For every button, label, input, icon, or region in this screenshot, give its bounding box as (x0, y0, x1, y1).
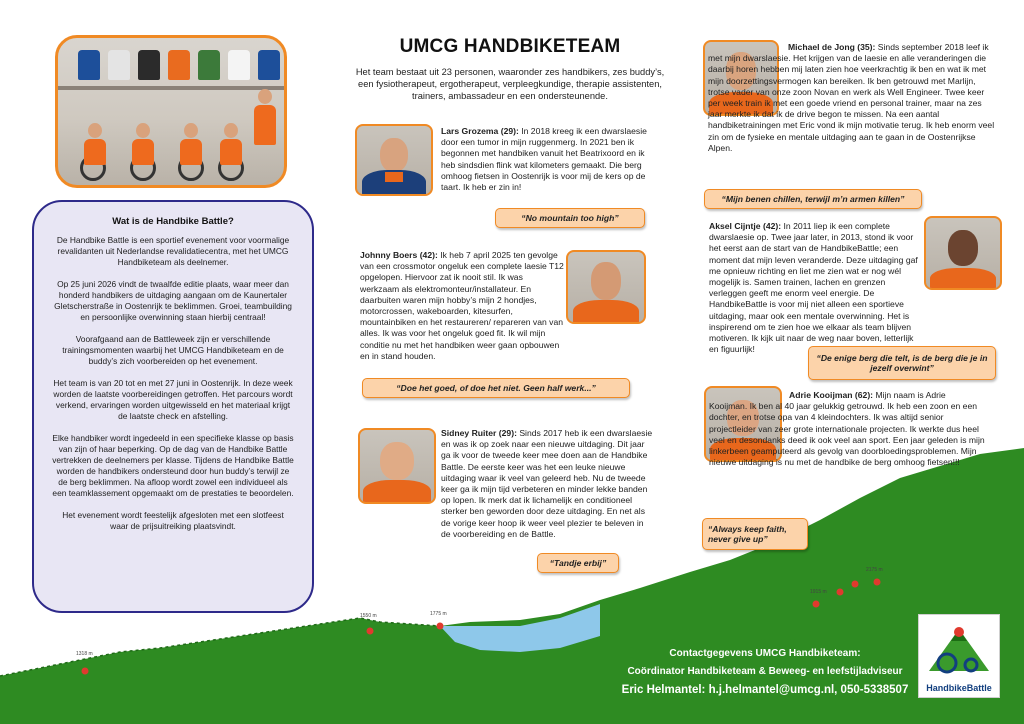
contact-title: Contactgegevens UMCG Handbiketeam: (669, 648, 861, 659)
member-name-johnny: Johnny Boers (42): (360, 250, 438, 260)
team-group-photo (55, 35, 287, 188)
info-box-heading: Wat is de Handbike Battle? (112, 216, 234, 227)
bio-lars (441, 126, 649, 193)
quote-aksel: “De enige berg die telt, is de berg die je in jezelf overwint” (808, 346, 996, 380)
marker-1775 (437, 623, 444, 630)
portrait-lars (355, 124, 433, 196)
bio-michael (708, 42, 998, 154)
bio-johnny (360, 250, 564, 362)
marker-1318 (82, 668, 89, 675)
member-name-aksel: Aksel Cijntje (42): (709, 221, 782, 231)
member-text-lars: In 2018 kreeg ik een dwarslaesie door een tumor in mijn ruggenmerg. In 2021 ben ik begonnen met handbiken vanuit het Beatrixoord en ik heb sindsdien flink wat kilometers gemaakt. Die berg omhoog fietsen in Oostenrijk is voor mij de kers op de taart. Ik heb er zin in! (441, 126, 647, 193)
elevation-1915: 1915 m (810, 589, 827, 595)
bio-sidney (441, 428, 653, 540)
member-name-lars: Lars Grozema (29): (441, 126, 519, 136)
info-paragraph: Elke handbiker wordt ingedeeld in een specifieke klasse op basis van zijn of haar beperking. Op de dag van de Handbike Battle vertrekken de deelnemers per klasse. Tijdens de Handbike Battle worden de handbikers ondersteund door hun buddy’s terwijl ze de berg beklimmen. Na afloop wordt zowel een individueel als een teamklassement opgemaakt om de prestaties te beoordelen. (52, 433, 294, 498)
logo-text: HandbikeBattle (926, 683, 992, 693)
marker-1915 (813, 601, 820, 608)
member-name-adrie: Adrie Kooijman (62): (789, 390, 874, 400)
member-text-adrie: Mijn naam is Adrie Kooijman. Ik ben al 40 jaar gelukkig getrouwd. Ik heb een zoon en een dochter, en trotse opa van 4 kleindochters. Ik was altijd senior projectleider van zeer grote internationale projecten. Ik werkte dus heel veel en desondanks deed ik ook veel aan sport. Een jaar geleden is mijn linkerbeen geamputeerd als gevolg van doorbloedingsproblemen. Mijn nieuwe uitdaging is nu met de handbike de berg omhoog fietsen!!! (709, 390, 985, 468)
quote-michael: “Mijn benen chillen, terwijl m’n armen killen” (704, 189, 922, 209)
bio-adrie (709, 390, 985, 468)
bio-aksel (709, 221, 921, 355)
contact-role: Coördinator Handbiketeam & Beweeg- en leefstijladviseur (627, 666, 903, 677)
quote-lars: “No mountain too high” (495, 208, 645, 228)
info-paragraph: Het team is van 20 tot en met 27 juni in Oostenrijk. In deze week worden de laatste voorbereidingen getroffen. Het parcours wordt verkend, ervaringen worden uitgewisseld en het materiaal krijgt de laatste check en afstelling. (53, 378, 293, 421)
member-text-aksel: In 2011 liep ik een complete dwarslaesie op. Twee jaar later, in 2013, stond ik voor het eerst aan de start van de HandbikeBattle; een moment dat mijn leven veranderde. Deze uitdaging gaf me opnieuw richting en liet me zien wat er nog wél mogelijk is. Samen trainen, lachen en grenzen verleggen geeft me enorm veel energie. De HandbikeBattle is voor mij niet alleen een sportieve uitdaging, maar ook een mentale overwinning. Het is inspirerend om te zien hoe we elkaar als team blijven motiveren. Ik kijk uit naar de weg naar boven, letterlijk en figuurlijk! (709, 221, 918, 355)
page-title: UMCG HANDBIKETEAM (399, 36, 621, 57)
marker-2175 (874, 579, 881, 586)
info-paragraph: Op 25 juni 2026 vindt de twaalfde editie plaats, waar meer dan honderd handbikers de uitdaging aangaan om de Kaunertaler Gletscherstraße in Oostenrijk te beklimmen. Groei, teambuilding en persoonlijke overwinning staan hierbij centraal! (54, 279, 292, 322)
quote-sidney: “Tandje erbij” (537, 553, 619, 573)
handbikebattle-logo (918, 614, 1000, 698)
info-paragraph: Het evenement wordt feestelijk afgesloten met een slotfeest waar de prijsuitreiking plaatsvindt. (62, 510, 284, 531)
info-paragraph: De Handbike Battle is een sportief evenement voor voormalige revalidanten uit Nederlandse revalidatiecentra, met het UMCG Handbiketeam als deelnemer. (56, 235, 290, 267)
member-text-johnny: Ik heb 7 april 2025 ten gevolge van een crossmotor ongeluk een complete laesie T12 opgelopen. Hiervoor zat ik nooit stil. Ik was werkzaam als elektromonteur/installateur. En daarbuiten waren mijn hobby’s mijn 2 hondjes, motorcrossen, wakeboarden, kitesurfen, mountainbiken en het restaureren/ repareren van van alles. Ik was voor het ongeluk goed fit. Ik wil mijn conditie nu met het handbiken weer gaan opbouwen en in stand houden. (360, 250, 564, 361)
marker-1550 (367, 628, 374, 635)
contact-details: Eric Helmantel: h.j.helmantel@umcg.nl, 050-5338507 (621, 684, 909, 696)
elevation-1318: 1318 m (76, 651, 93, 657)
info-box-handbike-battle (32, 200, 314, 613)
intro-text: Het team bestaat uit 23 personen, waaronder zes handbikers, zes buddy’s, een fysiotherapeut, ergotherapeut, verpleegkundige, therapie assistenten, trainers, ambassadeur en een ondersteunende. (355, 67, 665, 101)
logo-mountain-icon (919, 619, 999, 681)
member-text-michael: Sinds september 2018 leef ik met mijn dwarslaesie. Het krijgen van de laesie en alle veranderingen die daarbij horen hebben mij laten zien hoe veerkrachtig ik ben en wat ik met mijn doorzettingsvermogen kan bereiken. Ik ben getrouwd met Marlijn, trotse vader van onze zoon Novan en werk als Well Engineer. Twee keer per week train ik met een goede vriend en personal trainer, maar na zes jaar merkte ik dat ik de drive begon te missen. Na een aantal handbiketrainingen met Eric vond ik mijn motivatie terug. Ik heb enorm veel zin om de fysieke en mentale uitdaging aan te gaan in de Oostenrijkse Alpen. (708, 42, 995, 153)
marker-a (837, 589, 844, 596)
quote-johnny: “Doe het goed, of doe het niet. Geen half werk...” (362, 378, 630, 398)
marker-b (852, 581, 859, 588)
portrait-aksel (924, 216, 1002, 290)
member-name-michael: Michael de Jong (35): (788, 42, 876, 52)
elevation-1775: 1775 m (430, 611, 447, 617)
elevation-1550: 1550 m (360, 613, 377, 619)
quote-adrie: “Always keep faith, never give up” (702, 518, 808, 550)
portrait-sidney (358, 428, 436, 504)
portrait-johnny (566, 250, 646, 324)
info-paragraph: Voorafgaand aan de Battleweek zijn er verschillende trainingsmomenten waarbij het UMCG Handbiketeam en de buddy’s zich voorbereiden op het evenement. (62, 334, 284, 366)
member-text-sidney: Sinds 2017 heb ik een dwarslaesie en was ik op zoek naar een nieuwe uitdaging. Dit jaar ga ik voor de tweede keer mee doen aan de Handbike Battle. De eerste keer was het een leuke nieuwe uitdaging waar ik veel van geleerd heb. Nu de tweede keer ga ik mijn tijd verbeteren en minder lekke banden op lopen. Ik merk dat ik lichamelijk en conditioneel sterker ben geworden door deze uitdaging. En net als de vorige keer hoop ik weer veel plezier te beleven in de voorbereiding en de Battle. (441, 428, 653, 539)
member-name-sidney: Sidney Ruiter (29): (441, 428, 517, 438)
elevation-2175: 2175 m (866, 567, 883, 573)
